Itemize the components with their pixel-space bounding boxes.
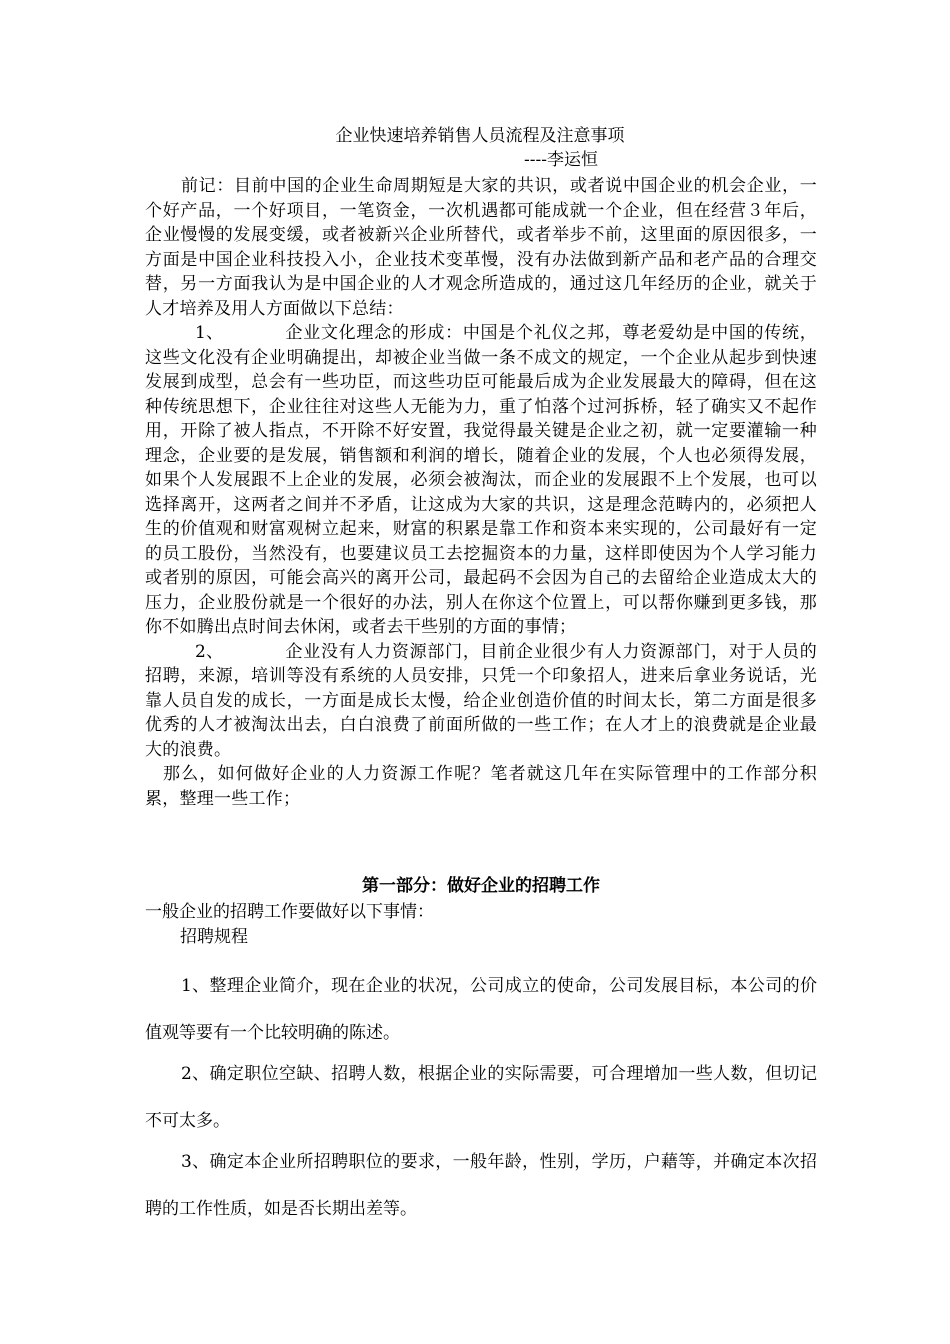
document-author: ----李运恒 (524, 150, 598, 170)
step-3-text: 3、确定本企业所招聘职位的要求，一般年龄，性别，学历，户藉等，并确定本次招聘的工作性质，如是否长期出差等。 (145, 1152, 817, 1219)
recruitment-rules-subheading: 招聘规程 (180, 927, 248, 947)
item-2-number: 2、 (195, 641, 224, 662)
step-2-text: 2、确定职位空缺、招聘人数，根据企业的实际需要，可合理增加一些人数，但切记不可太多。 (145, 1064, 817, 1131)
item-1-number: 1、 (195, 323, 224, 343)
preface-paragraph: 前记：目前中国的企业生命周期短是大家的共识，或者说中国企业的机会企业，一个好产品，一个好项目，一笔资金，一次机遇都可能成就一个企业，但在经营３年后，企业慢慢的发展变缓，或者被新兴企业所替代，或者举步不前，这里面的原因很多，一方面是中国企业科技投入小，企业技术变革慢，没有办法做到新产品和老产品的合理交替，另一方面我认为是中国企业的人才观念所造成的，通过这几年经历的企业，就关于人才培养及用人方面做以下总结： (145, 176, 817, 319)
step-2-paragraph (145, 1051, 817, 1145)
step-1-paragraph (145, 963, 817, 1057)
document-title: 企业快速培养销售人员流程及注意事项 (335, 126, 625, 146)
item-2-paragraph (145, 640, 817, 763)
step-3-paragraph (145, 1139, 817, 1233)
part-1-heading: 第一部分：做好企业的招聘工作 (362, 876, 600, 896)
item-1-text: 企业文化理念的形成：中国是个礼仪之邦，尊老爱幼是中国的传统，这些文化没有企业明确提出，却被企业当做一条不成文的规定，一个企业从起步到快速发展到成型，总会有一些功臣，而这些功臣可能最后成为企业发展最大的障碍，但在这种传统思想下，企业往往对这些人无能为力，重了怕落个过河拆桥，轻了确实又不起作用，开除了被人指点，不开除不好安置，我觉得最关键是企业之初，就一定要灌输一种理念，企业要的是发展，销售额和利润的增长，随着企业的发展，个人也必须得发展，如果个人发展跟不上企业的发展，必须会被淘汰，而企业的发展跟不上个发展，也可以选择离开，这两者之间并不矛盾，让这成为大家的共识，这是理念范畴内的，必须把人生的价值观和财富观树立起来，财富的积累是靠工作和资本来实现的，公司最好有一定的员工股份，当然没有，也要建议员工去挖掘资本的力量，这样即使因为个人学习能力或者别的原因，可能会高兴的离开公司，最起码不会因为自己的去留给企业造成太大的压力，企业股份就是一个很好的办法，别人在你这个位置上，可以帮你赚到更多钱，那你不如腾出点时间去休闲，或者去干些别的方面的事情； (145, 323, 817, 637)
item-2-text: 企业没有人力资源部门，目前企业很少有人力资源部门，对于人员的招聘，来源，培训等没有系统的人员安排，只凭一个印象招人，进来后拿业务说话，光靠人员自发的成长，一方面是成长太慢，给企业创造价值的时间太长，第二方面是很多优秀的人才被淘汰出去，白白浪费了前面所做的一些工作；在人才上的浪费就是企业最大的浪费。 (145, 641, 817, 760)
preface-section (145, 174, 817, 811)
part-1-intro: 一般企业的招聘工作要做好以下事情： (145, 902, 434, 922)
transition-paragraph: 那么，如何做好企业的人力资源工作呢？笔者就这几年在实际管理中的工作部分积累，整理一些工作； (145, 764, 817, 809)
item-1-paragraph (145, 321, 817, 640)
step-1-text: 1、整理企业简介，现在企业的状况，公司成立的使命，公司发展目标，本公司的价值观等要有一个比较明确的陈述。 (145, 976, 817, 1043)
